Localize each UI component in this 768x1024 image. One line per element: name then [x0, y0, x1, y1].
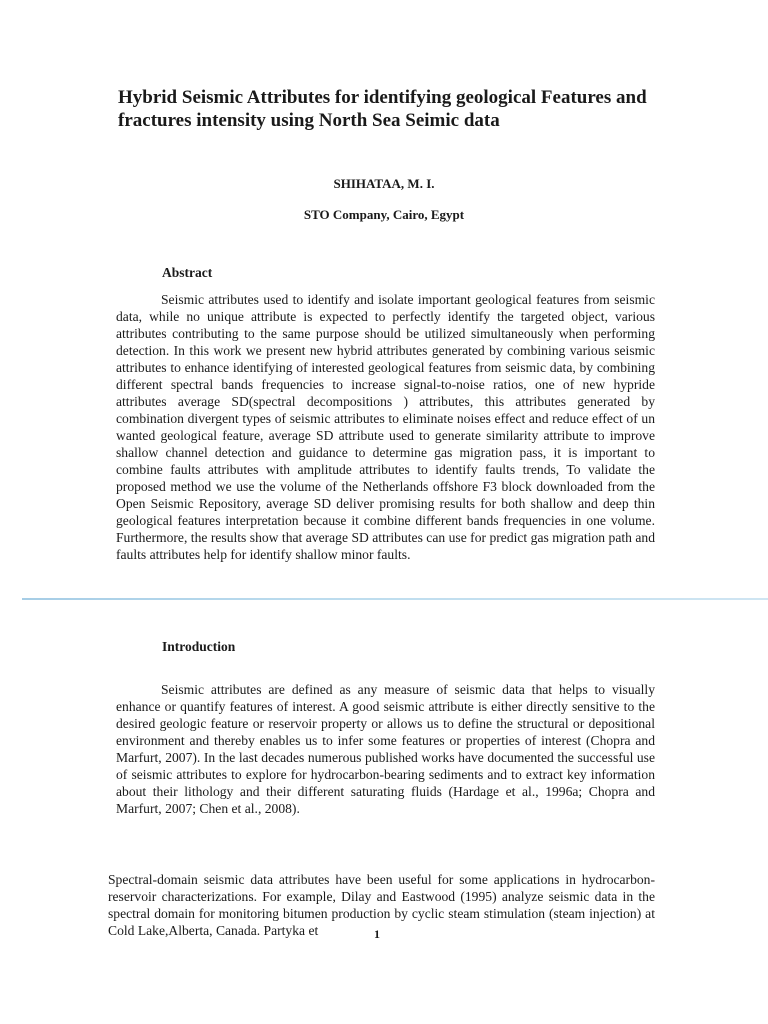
section-divider — [22, 598, 768, 600]
paper-title: Hybrid Seismic Attributes for identifying geological Features and fractures intensity using North Sea Seimic data — [118, 87, 647, 131]
introduction-heading: Introduction — [162, 639, 236, 654]
author-affiliation: STO Company, Cairo, Egypt — [303, 207, 465, 222]
page-number: 1 — [374, 927, 380, 941]
abstract-paragraph: Seismic attributes used to identify and isolate important geological features from seismic data, while no unique attribute is expected to perfectly identify the targeted object, various attributes contributing to the same purpose should be utilized simultaneously when performing detection. In this work we present new hybrid attributes generated by combining various seismic attributes to enhance identifying of interested geological features from seismic data, by combining different spectral bands frequencies to increase signal-to-noise ratios, one of new hypride attributes average SD(spectral decompositions ) attributes, this attributes generated by combination divergent types of seismic attributes to eliminate noises effect and reduce effect of un wanted geological feature, average SD attribute used to generate similarity attribute to improve shallow channel detection and guidance to determine gas migration pass, it is important to combine faults attributes with amplitude attributes to identify faults trends, To validate the proposed method we use the volume of the Netherlands offshore F3 block downloaded from the Open Seismic Repository, average SD deliver promising results for both shallow and deep thin geological features interpretation because it combine different bands frequencies in one volume. Furthermore, the results show that average SD attributes can use for predict gas migration path and faults attributes help for identify shallow minor faults. — [116, 292, 655, 562]
abstract-heading: Abstract — [162, 265, 213, 280]
introduction-paragraph: Seismic attributes are defined as any measure of seismic data that helps to visually enhance or quantify features of interest. A good seismic attribute is either directly sensitive to the desired geologic feature or reservoir property or allows us to define the structural or depositional environment and thereby enables us to infer some features or properties of interest (Chopra and Marfurt, 2007). In the last decades numerous published works have documented the successful use of seismic attributes to explore for hydrocarbon-bearing sediments and to extract key information about their lithology and their different saturating fluids (Hardage et al., 1996a; Chopra and Marfurt, 2007; Chen et al., 2008). — [116, 682, 655, 816]
author-name: SHIHATAA, M. I. — [333, 176, 435, 191]
spectral-paragraph: Spectral-domain seismic data attributes have been useful for some applications in hydrocarbon-reservoir characterizations. For example, Dilay and Eastwood (1995) analyze seismic data in the spectral domain for monitoring bitumen production by cyclic steam stimulation (steam injection) at Cold Lake,Alberta, Canada. Partyka et — [108, 872, 655, 938]
